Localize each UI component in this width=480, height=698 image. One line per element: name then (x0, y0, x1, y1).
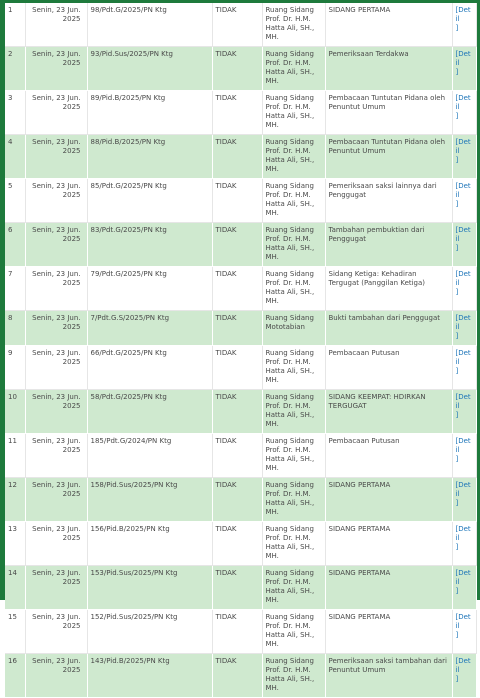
case-number: 98/Pdt.G/2025/PN Ktg (87, 3, 212, 47)
bracket-close: ] (455, 68, 459, 76)
table-row (5, 346, 476, 390)
detail-link[interactable] (452, 135, 476, 179)
agenda-cell: Sidang Ketiga: Kehadiran Tergugat (Panggilan Ketiga) (325, 267, 452, 311)
schedule-table-body (5, 3, 476, 698)
table-row (5, 566, 476, 610)
status-cell: TIDAK (212, 522, 262, 566)
schedule-table (5, 3, 477, 698)
agenda-cell: Pemeriksaan saksi tambahan dari Penuntut Umum (325, 654, 452, 698)
table-row (5, 223, 476, 267)
agenda-cell: Pemeriksaan saksi lainnya dari Penggugat (325, 179, 452, 223)
status-cell: TIDAK (212, 654, 262, 698)
agenda-cell: Pembacaan Putusan (325, 434, 452, 478)
case-number: 89/Pid.B/2025/PN Ktg (87, 91, 212, 135)
agenda-cell: SIDANG PERTAMA (325, 478, 452, 522)
room-cell: Ruang Sidang Prof. Dr. H.M. Hatta Ali, SH., MH. (262, 91, 325, 135)
case-number: 85/Pdt.G/2025/PN Ktg (87, 179, 212, 223)
row-number: 16 (5, 654, 25, 698)
case-number: 185/Pdt.G/2024/PN Ktg (87, 434, 212, 478)
table-row (5, 390, 476, 434)
detail-link-label[interactable]: Detil (455, 569, 471, 586)
status-cell: TIDAK (212, 390, 262, 434)
row-number: 2 (5, 47, 25, 91)
agenda-cell: SIDANG KEEMPAT: HDIRKAN TERGUGAT (325, 390, 452, 434)
detail-link[interactable] (452, 654, 476, 698)
detail-link-label[interactable]: Detil (455, 481, 471, 498)
agenda-cell: Pembacaan Tuntutan Pidana oleh Penuntut Umum (325, 135, 452, 179)
session-date: Senin, 23 Jun. 2025 (25, 47, 87, 91)
bracket-open: [ (455, 6, 459, 14)
table-row (5, 91, 476, 135)
bracket-close: ] (455, 200, 459, 208)
row-number: 5 (5, 179, 25, 223)
session-date: Senin, 23 Jun. 2025 (25, 522, 87, 566)
agenda-cell: SIDANG PERTAMA (325, 566, 452, 610)
session-date: Senin, 23 Jun. 2025 (25, 311, 87, 346)
session-date: Senin, 23 Jun. 2025 (25, 267, 87, 311)
table-row (5, 179, 476, 223)
table-row (5, 478, 476, 522)
case-number: 158/Pid.Sus/2025/PN Ktg (87, 478, 212, 522)
session-date: Senin, 23 Jun. 2025 (25, 223, 87, 267)
table-row (5, 135, 476, 179)
row-number: 3 (5, 91, 25, 135)
bracket-open: [ (455, 226, 459, 234)
row-number: 8 (5, 311, 25, 346)
detail-link-label[interactable]: Detil (455, 182, 471, 199)
detail-link[interactable] (452, 179, 476, 223)
detail-link-label[interactable]: Detil (455, 226, 471, 243)
bracket-open: [ (455, 50, 459, 58)
status-cell: TIDAK (212, 91, 262, 135)
room-cell: Ruang Sidang Prof. Dr. H.M. Hatta Ali, SH., MH. (262, 434, 325, 478)
bracket-open: [ (455, 613, 459, 621)
bracket-close: ] (455, 675, 459, 683)
status-cell: TIDAK (212, 566, 262, 610)
detail-link[interactable] (452, 91, 476, 135)
session-date: Senin, 23 Jun. 2025 (25, 179, 87, 223)
agenda-cell: Tambahan pembuktian dari Penggugat (325, 223, 452, 267)
room-cell: Ruang Sidang Prof. Dr. H.M. Hatta Ali, SH., MH. (262, 223, 325, 267)
row-number: 10 (5, 390, 25, 434)
agenda-cell: SIDANG PERTAMA (325, 3, 452, 47)
room-cell: Ruang Sidang Mototabian (262, 311, 325, 346)
status-cell: TIDAK (212, 179, 262, 223)
bracket-open: [ (455, 437, 459, 445)
room-cell: Ruang Sidang Prof. Dr. H.M. Hatta Ali, SH., MH. (262, 47, 325, 91)
session-date: Senin, 23 Jun. 2025 (25, 566, 87, 610)
case-number: 7/Pdt.G.S/2025/PN Ktg (87, 311, 212, 346)
bracket-close: ] (455, 24, 459, 32)
room-cell: Ruang Sidang Prof. Dr. H.M. Hatta Ali, SH., MH. (262, 522, 325, 566)
room-cell: Ruang Sidang Prof. Dr. H.M. Hatta Ali, SH., MH. (262, 566, 325, 610)
case-number: 83/Pdt.G/2025/PN Ktg (87, 223, 212, 267)
row-number: 1 (5, 3, 25, 47)
room-cell: Ruang Sidang Prof. Dr. H.M. Hatta Ali, SH., MH. (262, 135, 325, 179)
row-number: 6 (5, 223, 25, 267)
row-number: 13 (5, 522, 25, 566)
table-row (5, 267, 476, 311)
bracket-close: ] (455, 631, 459, 639)
session-date: Senin, 23 Jun. 2025 (25, 654, 87, 698)
session-date: Senin, 23 Jun. 2025 (25, 610, 87, 654)
room-cell: Ruang Sidang Prof. Dr. H.M. Hatta Ali, SH., MH. (262, 267, 325, 311)
row-number: 7 (5, 267, 25, 311)
room-cell: Ruang Sidang Prof. Dr. H.M. Hatta Ali, SH., MH. (262, 179, 325, 223)
row-number: 4 (5, 135, 25, 179)
bracket-close: ] (455, 499, 459, 507)
bracket-close: ] (455, 587, 459, 595)
session-date: Senin, 23 Jun. 2025 (25, 135, 87, 179)
case-number: 58/Pdt.G/2025/PN Ktg (87, 390, 212, 434)
agenda-cell: Pemeriksaan Terdakwa (325, 47, 452, 91)
detail-link-label[interactable]: Detil (455, 613, 471, 630)
bracket-close: ] (455, 367, 459, 375)
table-row (5, 47, 476, 91)
detail-link[interactable] (452, 311, 476, 346)
detail-link-label[interactable]: Detil (455, 349, 471, 366)
detail-link[interactable] (452, 3, 476, 47)
session-date: Senin, 23 Jun. 2025 (25, 478, 87, 522)
status-cell: TIDAK (212, 223, 262, 267)
row-number: 14 (5, 566, 25, 610)
bracket-close: ] (455, 543, 459, 551)
case-number: 153/Pid.Sus/2025/PN Ktg (87, 566, 212, 610)
case-number: 156/Pid.B/2025/PN Ktg (87, 522, 212, 566)
detail-link[interactable] (452, 522, 476, 566)
room-cell: Ruang Sidang Prof. Dr. H.M. Hatta Ali, SH., MH. (262, 346, 325, 390)
table-row (5, 610, 476, 654)
detail-link-label[interactable]: Detil (455, 94, 471, 111)
table-row (5, 434, 476, 478)
right-border (476, 0, 480, 600)
bracket-open: [ (455, 569, 459, 577)
room-cell: Ruang Sidang Prof. Dr. H.M. Hatta Ali, SH., MH. (262, 610, 325, 654)
status-cell: TIDAK (212, 346, 262, 390)
session-date: Senin, 23 Jun. 2025 (25, 91, 87, 135)
table-row (5, 522, 476, 566)
detail-link[interactable] (452, 223, 476, 267)
detail-link[interactable] (452, 346, 476, 390)
room-cell: Ruang Sidang Prof. Dr. H.M. Hatta Ali, SH., MH. (262, 654, 325, 698)
table-row (5, 654, 476, 698)
status-cell: TIDAK (212, 3, 262, 47)
bracket-open: [ (455, 657, 459, 665)
case-number: 143/Pid.B/2025/PN Ktg (87, 654, 212, 698)
status-cell: TIDAK (212, 311, 262, 346)
detail-link-label[interactable]: Detil (455, 50, 471, 67)
detail-link-label[interactable]: Detil (455, 6, 471, 23)
detail-link[interactable] (452, 267, 476, 311)
bracket-open: [ (455, 481, 459, 489)
row-number: 15 (5, 610, 25, 654)
case-number: 93/Pid.Sus/2025/PN Ktg (87, 47, 212, 91)
detail-link-label[interactable]: Detil (455, 525, 471, 542)
agenda-cell: SIDANG PERTAMA (325, 610, 452, 654)
detail-link-label[interactable]: Detil (455, 314, 471, 331)
bracket-open: [ (455, 525, 459, 533)
detail-link-label[interactable]: Detil (455, 138, 471, 155)
bracket-open: [ (455, 314, 459, 322)
status-cell: TIDAK (212, 434, 262, 478)
bracket-close: ] (455, 455, 459, 463)
agenda-cell: SIDANG PERTAMA (325, 522, 452, 566)
detail-link-label[interactable]: Detil (455, 657, 471, 674)
bracket-close: ] (455, 244, 459, 252)
case-number: 88/Pid.B/2025/PN Ktg (87, 135, 212, 179)
row-number: 12 (5, 478, 25, 522)
agenda-cell: Pembacaan Putusan (325, 346, 452, 390)
bracket-close: ] (455, 156, 459, 164)
bracket-close: ] (455, 112, 459, 120)
status-cell: TIDAK (212, 47, 262, 91)
detail-link-label[interactable]: Detil (455, 393, 471, 410)
room-cell: Ruang Sidang Prof. Dr. H.M. Hatta Ali, SH., MH. (262, 3, 325, 47)
session-date: Senin, 23 Jun. 2025 (25, 390, 87, 434)
session-date: Senin, 23 Jun. 2025 (25, 346, 87, 390)
bracket-open: [ (455, 138, 459, 146)
detail-link[interactable] (452, 610, 476, 654)
detail-link-label[interactable]: Detil (455, 437, 471, 454)
agenda-cell: Pembacaan Tuntutan Pidana oleh Penuntut Umum (325, 91, 452, 135)
session-date: Senin, 23 Jun. 2025 (25, 434, 87, 478)
room-cell: Ruang Sidang Prof. Dr. H.M. Hatta Ali, SH., MH. (262, 390, 325, 434)
bracket-open: [ (455, 393, 459, 401)
status-cell: TIDAK (212, 478, 262, 522)
bracket-close: ] (455, 288, 459, 296)
bracket-open: [ (455, 94, 459, 102)
status-cell: TIDAK (212, 135, 262, 179)
session-date: Senin, 23 Jun. 2025 (25, 3, 87, 47)
bracket-close: ] (455, 332, 459, 340)
case-number: 152/Pid.Sus/2025/PN Ktg (87, 610, 212, 654)
bracket-close: ] (455, 411, 459, 419)
detail-link[interactable] (452, 390, 476, 434)
table-row (5, 3, 476, 47)
bracket-open: [ (455, 349, 459, 357)
status-cell: TIDAK (212, 610, 262, 654)
status-cell: TIDAK (212, 267, 262, 311)
case-number: 66/Pdt.G/2025/PN Ktg (87, 346, 212, 390)
agenda-cell: Bukti tambahan dari Penggugat (325, 311, 452, 346)
detail-link[interactable] (452, 47, 476, 91)
room-cell: Ruang Sidang Prof. Dr. H.M. Hatta Ali, SH., MH. (262, 478, 325, 522)
detail-link[interactable] (452, 434, 476, 478)
detail-link[interactable] (452, 566, 476, 610)
bracket-open: [ (455, 182, 459, 190)
case-number: 79/Pdt.G/2025/PN Ktg (87, 267, 212, 311)
detail-link-label[interactable]: Detil (455, 270, 471, 287)
bracket-open: [ (455, 270, 459, 278)
table-row (5, 311, 476, 346)
row-number: 9 (5, 346, 25, 390)
detail-link[interactable] (452, 478, 476, 522)
row-number: 11 (5, 434, 25, 478)
